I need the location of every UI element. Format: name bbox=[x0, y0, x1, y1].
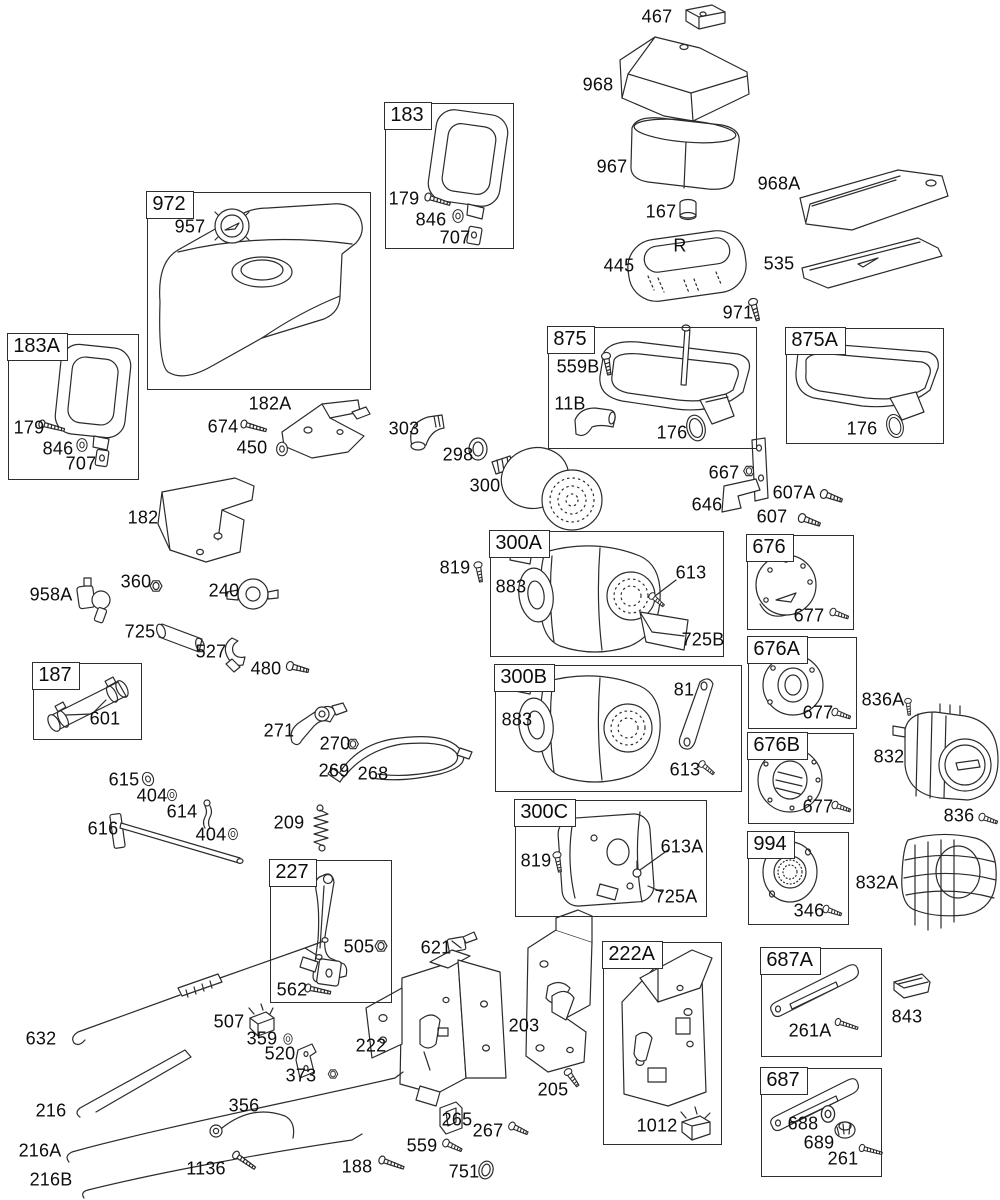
part-drawing-182A-bracket bbox=[282, 400, 370, 458]
part-label-968-1: 968 bbox=[582, 74, 614, 95]
part-label-621-68: 621 bbox=[420, 937, 452, 958]
part-drawing-607-screw bbox=[797, 513, 821, 529]
part-label-188-85: 188 bbox=[341, 1156, 373, 1177]
part-label-677-42: 677 bbox=[802, 702, 834, 723]
part-drawing-1136-screw bbox=[231, 1150, 257, 1171]
part-label-836A-44: 836A bbox=[861, 689, 905, 710]
part-label-182-19: 182 bbox=[127, 507, 159, 528]
part-drawing-527-clamp bbox=[225, 638, 245, 672]
part-label-707-15: 707 bbox=[65, 453, 97, 474]
part-drawing-836-screw bbox=[978, 812, 999, 826]
part-drawing-958A-valve bbox=[77, 578, 110, 623]
part-label-467-0: 467 bbox=[641, 6, 673, 27]
part-label-271-56: 271 bbox=[263, 720, 295, 741]
part-label-607-30: 607 bbox=[756, 506, 788, 527]
part-label-346-50: 346 bbox=[793, 900, 825, 921]
part-drawing-209-spring bbox=[314, 805, 328, 851]
part-label-846-14: 846 bbox=[42, 438, 74, 459]
part-label-265-82: 265 bbox=[441, 1109, 473, 1130]
group-box-label-972: 972 bbox=[146, 191, 193, 219]
part-label-520-71: 520 bbox=[264, 1043, 296, 1064]
part-label-613-41: 613 bbox=[669, 759, 701, 780]
group-box-label-300B: 300B bbox=[494, 664, 555, 692]
part-drawing-832-guard bbox=[893, 704, 998, 800]
part-drawing-450-washer bbox=[277, 442, 288, 456]
part-label-725A-49: 725A bbox=[654, 886, 698, 907]
part-label-267-83: 267 bbox=[472, 1120, 504, 1141]
part-label-967-2: 967 bbox=[596, 156, 628, 177]
part-label-176-25: 176 bbox=[656, 422, 688, 443]
part-label-843-89: 843 bbox=[891, 1006, 923, 1027]
group-box-label-875A: 875A bbox=[785, 327, 846, 355]
part-drawing-216A-rod bbox=[67, 1072, 403, 1162]
part-drawing-203-bracket bbox=[526, 910, 592, 1072]
part-label-751-86: 751 bbox=[448, 1161, 480, 1182]
part-label-176-26: 176 bbox=[846, 418, 878, 439]
part-label-209-65: 209 bbox=[273, 812, 305, 833]
part-label-182A-16: 182A bbox=[248, 393, 292, 414]
part-label-167-4: 167 bbox=[645, 201, 677, 222]
part-label-269-58: 269 bbox=[318, 760, 350, 781]
part-label-819-34: 819 bbox=[439, 557, 471, 578]
part-label-674-17: 674 bbox=[207, 416, 239, 437]
part-drawing-445 bbox=[624, 227, 749, 305]
group-box-label-222A: 222A bbox=[602, 941, 663, 969]
part-label-505-66: 505 bbox=[343, 936, 375, 957]
part-drawing-535 bbox=[802, 238, 942, 288]
part-drawing-832A-guard bbox=[902, 834, 996, 930]
part-label-725-53: 725 bbox=[124, 621, 156, 642]
part-label-601-52: 601 bbox=[89, 708, 121, 729]
part-drawing-267-screw bbox=[507, 1121, 529, 1137]
group-box-676B bbox=[748, 733, 854, 824]
part-drawing-607A-screw bbox=[819, 489, 843, 505]
part-label-677-38: 677 bbox=[793, 605, 825, 626]
part-drawing-559-screw bbox=[441, 1138, 463, 1154]
part-label-677-43: 677 bbox=[802, 796, 834, 817]
part-label-615-60: 615 bbox=[108, 769, 140, 790]
part-label-1012-87: 1012 bbox=[636, 1115, 678, 1136]
part-label-203-80: 203 bbox=[508, 1015, 540, 1036]
part-drawing-836A-screw bbox=[904, 698, 912, 715]
part-label-298-32: 298 bbox=[442, 444, 474, 465]
part-label-268-59: 268 bbox=[357, 763, 389, 784]
group-box-label-676A: 676A bbox=[747, 636, 808, 664]
group-box-label-676: 676 bbox=[746, 534, 793, 562]
group-box-187 bbox=[33, 663, 142, 740]
part-label-725B-37: 725B bbox=[681, 629, 725, 650]
part-label-958A-20: 958A bbox=[29, 584, 73, 605]
part-label-613-36: 613 bbox=[675, 562, 707, 583]
part-drawing-751-ring bbox=[477, 1159, 495, 1180]
part-label-179-13: 179 bbox=[13, 417, 45, 438]
part-label-205-81: 205 bbox=[537, 1079, 569, 1100]
part-label-81-40: 81 bbox=[673, 679, 695, 700]
part-drawing-819-screw bbox=[473, 561, 484, 582]
part-label-535-7: 535 bbox=[763, 253, 795, 274]
part-label-559B-23: 559B bbox=[556, 356, 600, 377]
part-label-883-35: 883 bbox=[495, 576, 527, 597]
part-label-270-57: 270 bbox=[319, 733, 351, 754]
part-label-846-10: 846 bbox=[415, 209, 447, 230]
part-label-216A-77: 216A bbox=[18, 1140, 62, 1161]
part-label-957-12: 957 bbox=[174, 216, 206, 237]
part-label-480-55: 480 bbox=[250, 658, 282, 679]
part-label-300-33: 300 bbox=[469, 475, 501, 496]
group-box-label-227: 227 bbox=[269, 859, 316, 887]
part-drawing-167 bbox=[680, 200, 696, 220]
part-label-562-67: 562 bbox=[276, 979, 308, 1000]
part-label-614-62: 614 bbox=[166, 801, 198, 822]
part-label-819-47: 819 bbox=[520, 850, 552, 871]
part-label-689-91: 689 bbox=[803, 1132, 835, 1153]
part-drawing-216-rod bbox=[77, 1050, 191, 1117]
part-label-667-27: 667 bbox=[708, 462, 740, 483]
part-label-559-84: 559 bbox=[406, 1135, 438, 1156]
part-label-179-9: 179 bbox=[388, 188, 420, 209]
part-label-303-31: 303 bbox=[388, 418, 420, 439]
part-label-607A-29: 607A bbox=[772, 482, 816, 503]
part-label-688-90: 688 bbox=[787, 1113, 819, 1134]
part-label-R-5: R bbox=[673, 235, 687, 256]
part-drawing-843-deflector bbox=[894, 974, 930, 998]
part-drawing-968 bbox=[620, 37, 749, 121]
part-label-261A-88: 261A bbox=[788, 1020, 832, 1041]
part-drawing-404-washer bbox=[168, 789, 177, 800]
group-box-label-994: 994 bbox=[747, 831, 794, 859]
part-label-616-63: 616 bbox=[87, 818, 119, 839]
part-label-832A-51: 832A bbox=[855, 872, 899, 893]
part-label-707-11: 707 bbox=[439, 227, 471, 248]
part-drawing-188-screw bbox=[378, 1155, 405, 1171]
group-box-875 bbox=[548, 327, 757, 449]
group-box-label-300C: 300C bbox=[514, 799, 576, 827]
part-drawing-360-nut bbox=[150, 581, 162, 591]
group-box-label-687A: 687A bbox=[760, 947, 821, 975]
part-label-450-18: 450 bbox=[236, 437, 268, 458]
part-label-527-54: 527 bbox=[195, 641, 227, 662]
group-box-label-300A: 300A bbox=[489, 530, 550, 558]
group-box-687 bbox=[761, 1068, 882, 1177]
part-label-359-70: 359 bbox=[246, 1028, 278, 1049]
group-box-label-183: 183 bbox=[384, 102, 431, 130]
part-label-222-73: 222 bbox=[355, 1035, 387, 1056]
part-label-261-92: 261 bbox=[827, 1148, 859, 1169]
part-label-883-39: 883 bbox=[501, 709, 533, 730]
part-label-404-64: 404 bbox=[195, 824, 227, 845]
part-label-646-28: 646 bbox=[691, 494, 723, 515]
part-label-360-21: 360 bbox=[120, 571, 152, 592]
part-label-1136-79: 1136 bbox=[186, 1158, 226, 1179]
part-label-613A-48: 613A bbox=[660, 836, 704, 857]
part-label-11B-24: 11B bbox=[554, 393, 586, 414]
part-label-445-6: 445 bbox=[603, 255, 635, 276]
part-label-356-74: 356 bbox=[228, 1095, 260, 1116]
part-drawing-373-nut bbox=[328, 1070, 338, 1078]
group-box-label-687: 687 bbox=[760, 1067, 807, 1095]
part-label-216B-78: 216B bbox=[29, 1169, 73, 1190]
part-label-832-45: 832 bbox=[873, 746, 905, 767]
part-label-968A-3: 968A bbox=[757, 173, 801, 194]
part-drawing-968A bbox=[800, 170, 948, 230]
part-drawing-480-screw bbox=[285, 661, 309, 676]
part-drawing-967 bbox=[631, 116, 739, 190]
part-drawing-621-clip bbox=[447, 932, 477, 952]
part-label-632-75: 632 bbox=[25, 1028, 57, 1049]
part-label-971-8: 971 bbox=[722, 302, 754, 323]
part-drawing-467 bbox=[686, 5, 725, 29]
part-drawing-182-bracket bbox=[158, 478, 254, 562]
part-drawing-300-muffler bbox=[492, 439, 602, 530]
part-label-373-72: 373 bbox=[285, 1065, 317, 1086]
part-drawing-404-washer-2 bbox=[229, 828, 238, 839]
part-drawing-674-bolt bbox=[240, 419, 267, 434]
part-label-507-69: 507 bbox=[213, 1011, 245, 1032]
group-box-label-875: 875 bbox=[547, 326, 594, 354]
group-box-label-187: 187 bbox=[32, 662, 79, 690]
part-label-240-22: 240 bbox=[208, 580, 240, 601]
part-label-836-46: 836 bbox=[943, 805, 975, 826]
part-label-216-76: 216 bbox=[35, 1100, 67, 1121]
group-box-label-676B: 676B bbox=[747, 732, 808, 760]
group-box-label-183A: 183A bbox=[7, 333, 68, 361]
part-label-404-61: 404 bbox=[136, 785, 168, 806]
